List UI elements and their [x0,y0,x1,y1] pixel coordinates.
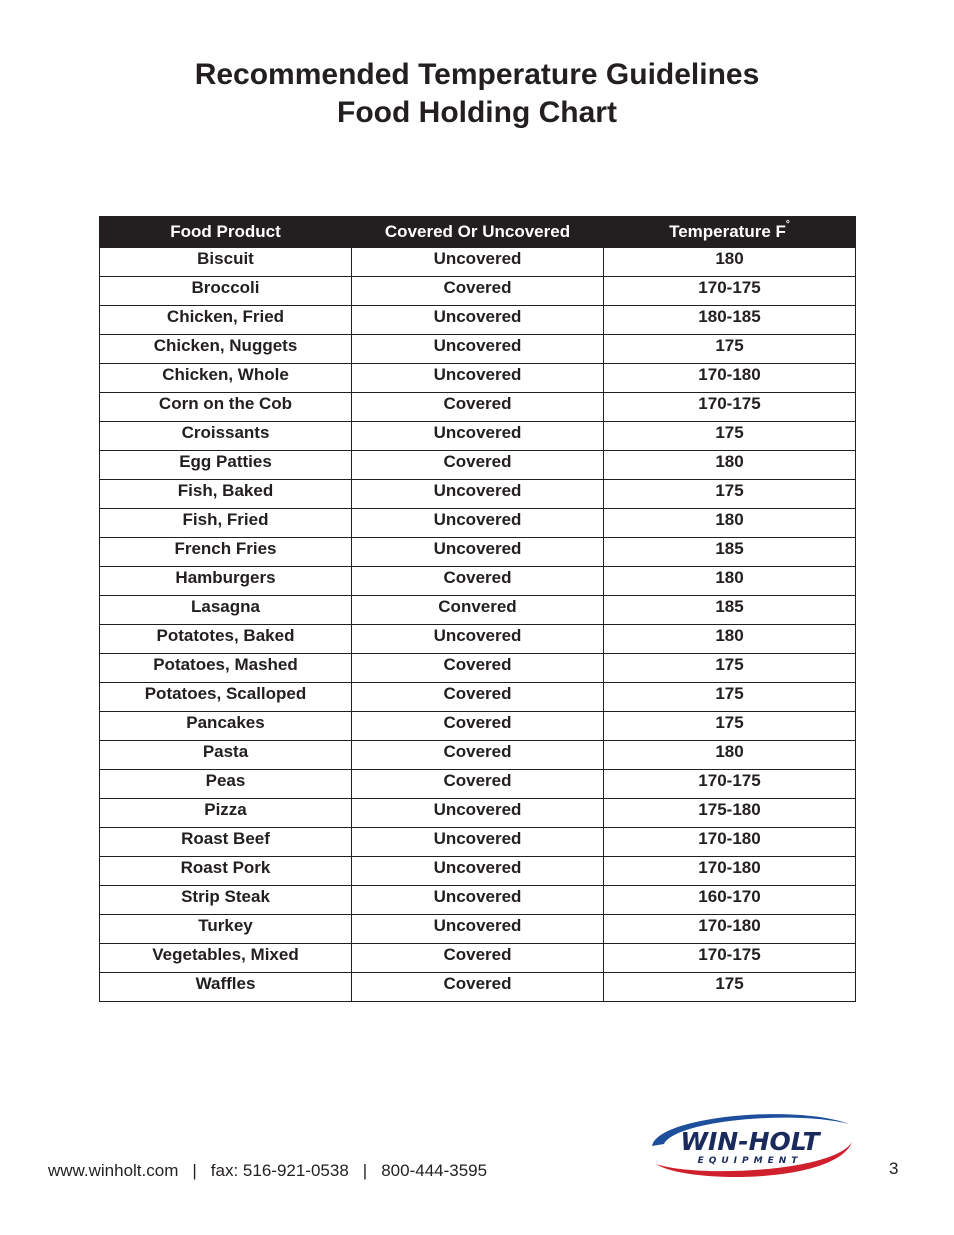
table-row [100,712,856,741]
cell-covered: Uncovered [352,306,604,335]
cell-temperature: 175 [604,335,856,364]
table-row [100,886,856,915]
cell-food-product: Turkey [100,915,352,944]
cell-temperature: 175 [604,683,856,712]
table-row [100,335,856,364]
table-row [100,509,856,538]
cell-temperature: 175 [604,712,856,741]
cell-temperature: 170-180 [604,828,856,857]
cell-covered: Covered [352,712,604,741]
cell-temperature: 170-180 [604,915,856,944]
cell-food-product: Fish, Baked [100,480,352,509]
cell-covered: Convered [352,596,604,625]
cell-covered: Uncovered [352,915,604,944]
cell-food-product: Chicken, Fried [100,306,352,335]
cell-food-product: Corn on the Cob [100,393,352,422]
table-header-row [100,217,856,248]
table-row [100,857,856,886]
footer-separator: | [362,1161,368,1180]
title-line-1: Recommended Temperature Guidelines [194,58,760,91]
cell-food-product: Roast Pork [100,857,352,886]
table-row [100,393,856,422]
footer-website: www.winholt.com [48,1161,179,1180]
cell-covered: Covered [352,277,604,306]
cell-temperature: 175-180 [604,799,856,828]
cell-food-product: Pancakes [100,712,352,741]
table-row [100,741,856,770]
cell-temperature: 175 [604,422,856,451]
table-row [100,596,856,625]
page-number: 3 [889,1159,899,1178]
cell-temperature: 185 [604,596,856,625]
cell-temperature: 170-175 [604,944,856,973]
cell-food-product: Peas [100,770,352,799]
header-temperature [604,217,856,248]
cell-food-product: Fish, Fried [100,509,352,538]
table-row [100,625,856,654]
footer-phone: 800-444-3595 [381,1161,488,1180]
cell-temperature: 180 [604,248,856,277]
cell-temperature: 170-180 [604,364,856,393]
food-holding-table [99,216,856,1002]
header-temperature-label: Temperature F [669,222,786,241]
cell-food-product: Hamburgers [100,567,352,596]
cell-temperature: 170-175 [604,277,856,306]
cell-covered: Covered [352,944,604,973]
cell-temperature: 185 [604,538,856,567]
cell-temperature: 175 [604,654,856,683]
table-row [100,277,856,306]
cell-food-product: Strip Steak [100,886,352,915]
table-row [100,480,856,509]
cell-covered: Covered [352,393,604,422]
degree-symbol: ° [785,219,790,230]
cell-temperature: 180 [604,625,856,654]
cell-food-product: Lasagna [100,596,352,625]
cell-covered: Uncovered [352,828,604,857]
table-row [100,973,856,1002]
cell-covered: Uncovered [352,248,604,277]
cell-covered: Covered [352,567,604,596]
table-row [100,567,856,596]
cell-temperature: 170-175 [604,770,856,799]
cell-temperature: 180 [604,509,856,538]
win-holt-logo [646,1106,856,1184]
cell-food-product: Vegetables, Mixed [100,944,352,973]
cell-covered: Uncovered [352,480,604,509]
cell-temperature: 170-180 [604,857,856,886]
cell-covered: Covered [352,770,604,799]
cell-food-product: Waffles [100,973,352,1002]
page-title [0,56,954,132]
cell-covered: Uncovered [352,886,604,915]
cell-covered: Uncovered [352,857,604,886]
cell-covered: Uncovered [352,799,604,828]
cell-food-product: Biscuit [100,248,352,277]
header-food-product: Food Product [100,217,352,248]
logo-subtext: EQUIPMENT [697,1156,803,1166]
cell-covered: Uncovered [352,538,604,567]
cell-temperature: 160-170 [604,886,856,915]
table-row [100,538,856,567]
cell-food-product: Broccoli [100,277,352,306]
table-row [100,915,856,944]
cell-covered: Covered [352,683,604,712]
cell-covered: Uncovered [352,422,604,451]
cell-food-product: French Fries [100,538,352,567]
cell-food-product: Chicken, Whole [100,364,352,393]
cell-food-product: Pizza [100,799,352,828]
cell-food-product: Croissants [100,422,352,451]
cell-temperature: 175 [604,480,856,509]
footer-fax: fax: 516-921-0538 [210,1161,349,1180]
cell-temperature: 180-185 [604,306,856,335]
cell-covered: Covered [352,973,604,1002]
cell-covered: Covered [352,654,604,683]
cell-covered: Uncovered [352,364,604,393]
cell-food-product: Egg Patties [100,451,352,480]
header-covered: Covered Or Uncovered [352,217,604,248]
table-row [100,364,856,393]
footer-contact [48,1161,487,1181]
cell-food-product: Roast Beef [100,828,352,857]
title-line-2: Food Holding Chart [337,96,617,129]
table-row [100,944,856,973]
table-row [100,828,856,857]
table-row [100,451,856,480]
cell-temperature: 180 [604,567,856,596]
table-row [100,770,856,799]
footer-separator: | [192,1161,197,1180]
cell-covered: Uncovered [352,509,604,538]
table-row [100,683,856,712]
cell-covered: Uncovered [352,335,604,364]
logo-wordmark: WIN-HOLT [680,1127,820,1156]
cell-food-product: Chicken, Nuggets [100,335,352,364]
cell-temperature: 180 [604,451,856,480]
cell-food-product: Pasta [100,741,352,770]
cell-temperature: 175 [604,973,856,1002]
table-row [100,422,856,451]
cell-covered: Covered [352,451,604,480]
cell-temperature: 180 [604,741,856,770]
table-row [100,306,856,335]
table-row [100,248,856,277]
cell-food-product: Potatotes, Baked [100,625,352,654]
cell-food-product: Potatoes, Scalloped [100,683,352,712]
cell-covered: Covered [352,741,604,770]
table-row [100,799,856,828]
cell-food-product: Potatoes, Mashed [100,654,352,683]
cell-temperature: 170-175 [604,393,856,422]
table-row [100,654,856,683]
cell-covered: Uncovered [352,625,604,654]
